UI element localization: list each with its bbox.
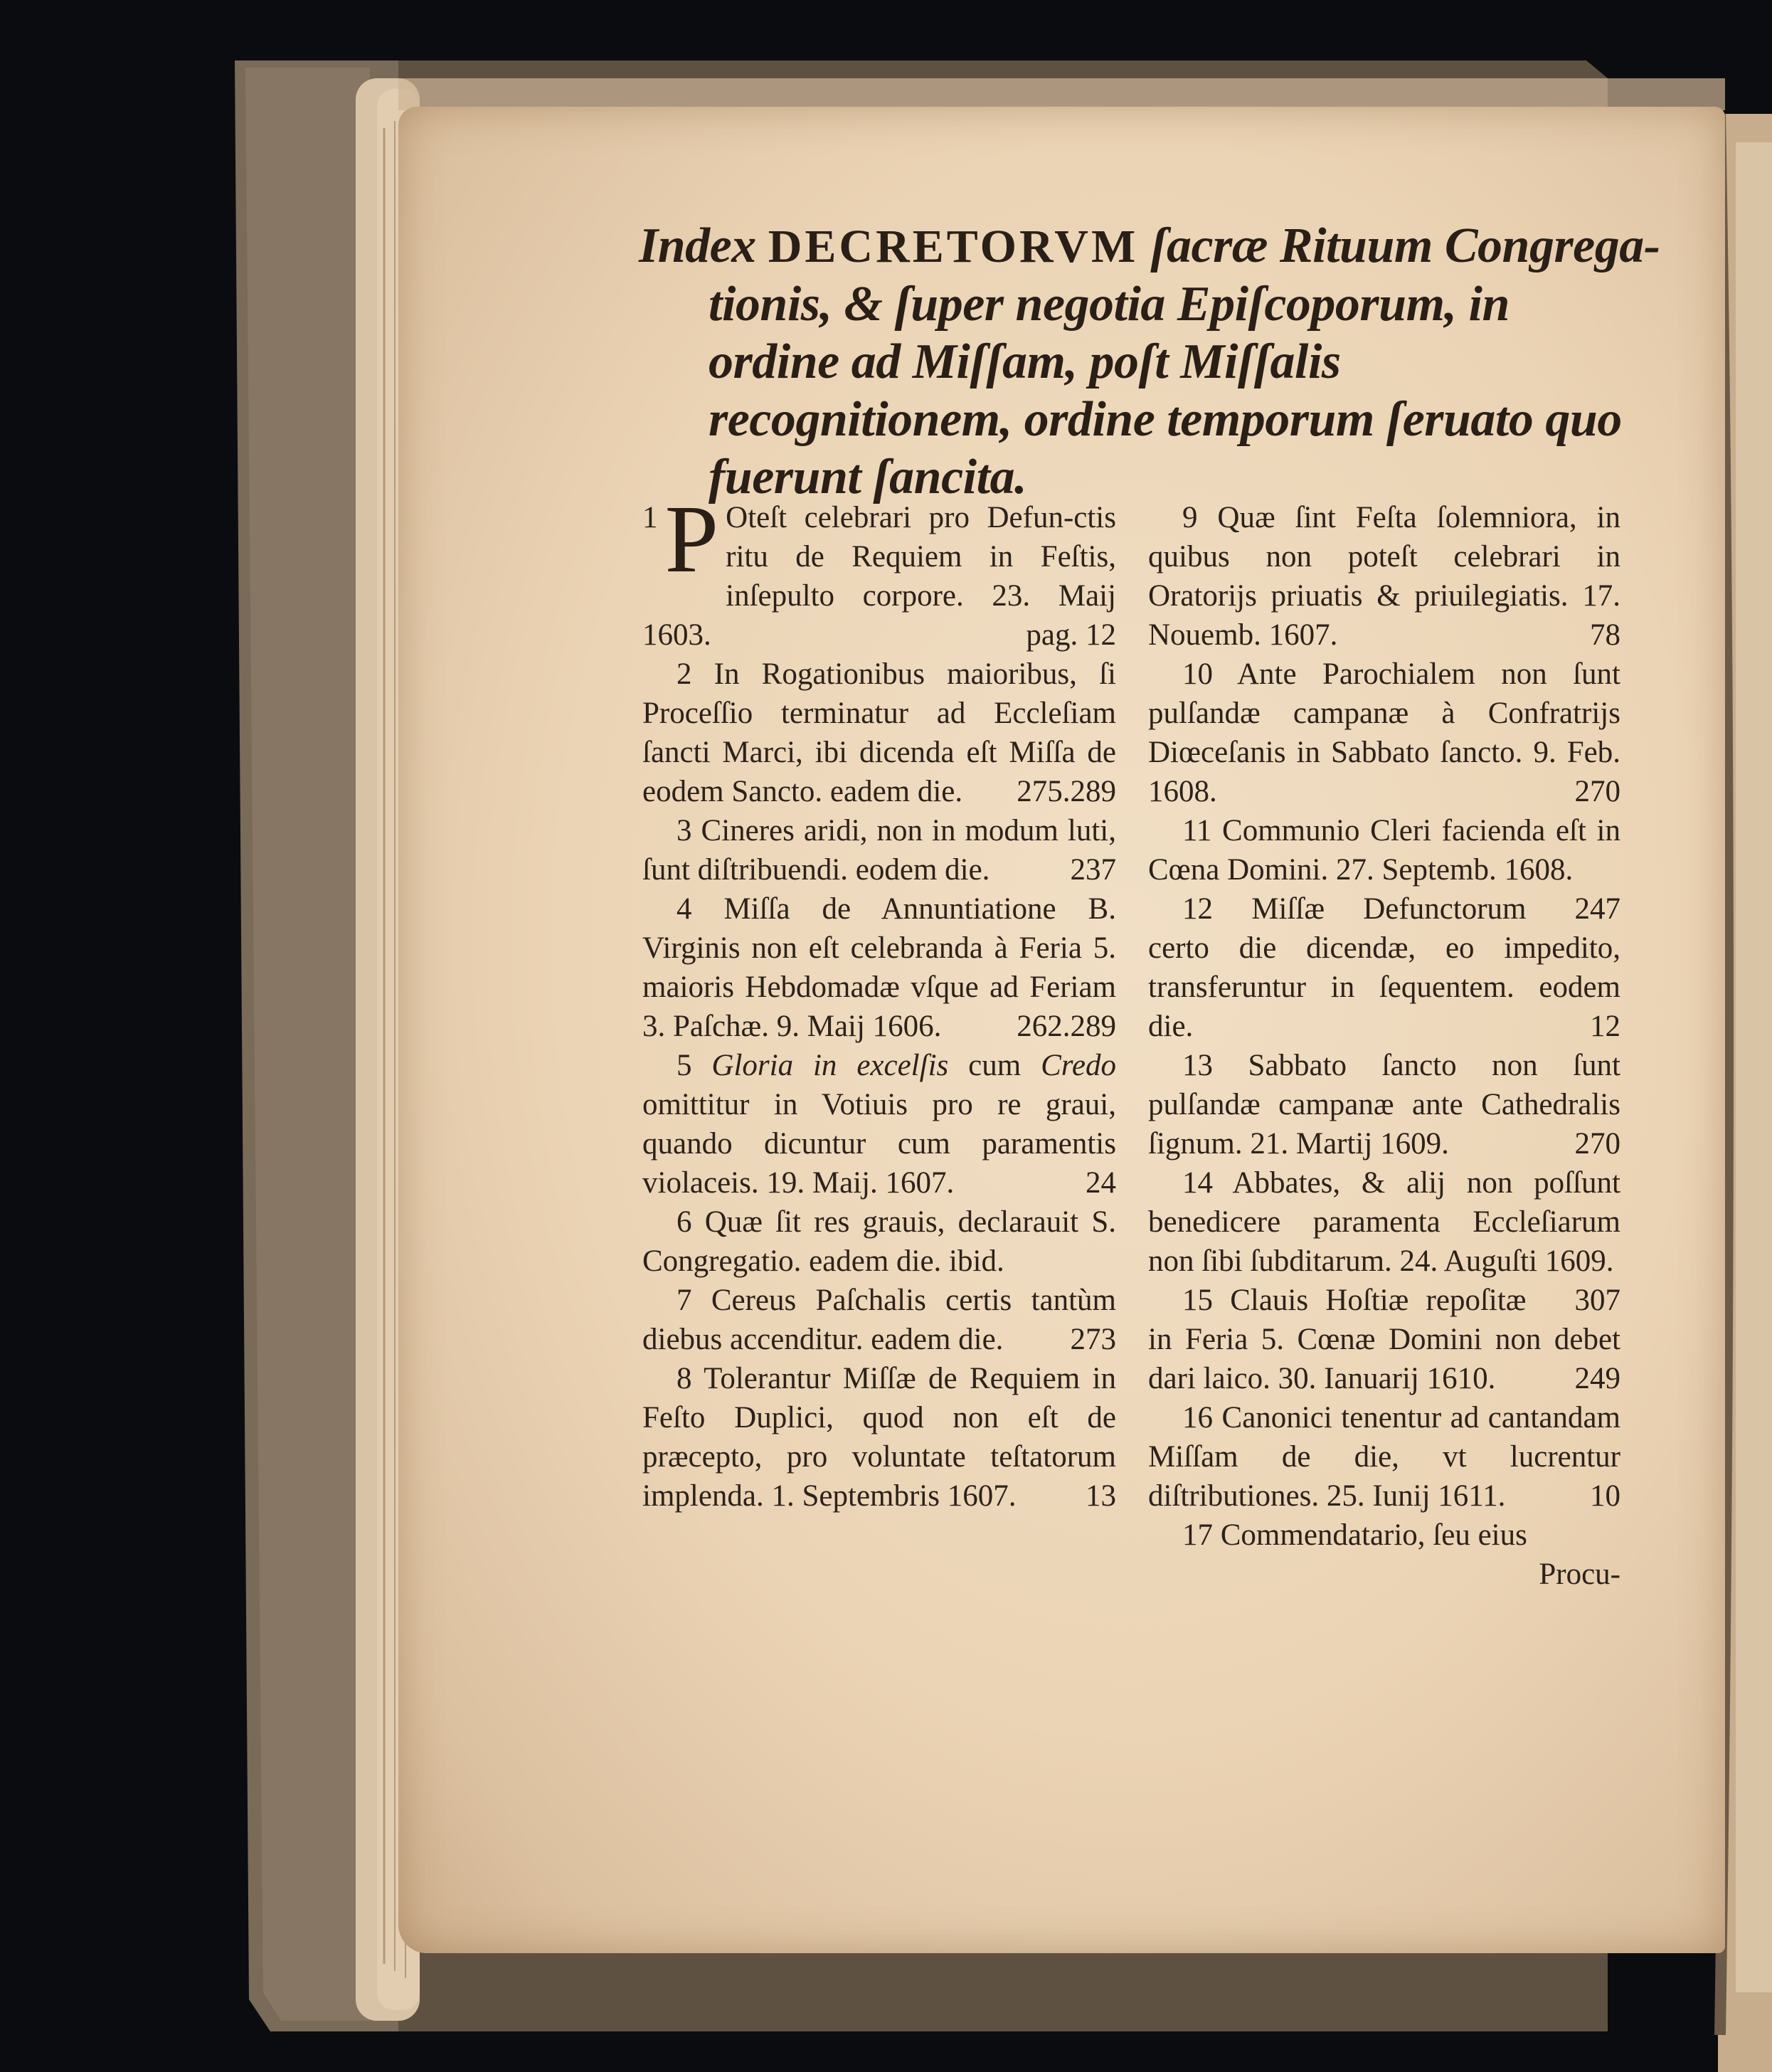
entry-page-ref: 262.289 <box>1017 1010 1116 1043</box>
decree-entry <box>642 1046 1116 1202</box>
entry-text: 15 Clauis Hoſtiæ repoſitæ in Feria 5. Cœnæ Domini non debet dari laico. 30. Ianuarij 1610. <box>1148 1284 1620 1395</box>
entry-text: 10 Ante Parochialem non ſunt pulſandæ campanæ à Confratrijs Diœceſanis in Sabbato ſancto. 9. Feb. 1608. <box>1148 657 1620 808</box>
entry-text: Oteſt celebrari pro Defun-ctis ritu de Requiem in Feſtis, inſepulto corpore. 23. Maij 1603. <box>642 501 1116 652</box>
decree-entry <box>642 811 1116 889</box>
entry-italic-gloria: Gloria in excelſis <box>711 1049 949 1082</box>
entry-text: 16 Canonici tenentur ad cantandam Miſſam de die, vt lucrentur diſtributiones. 25. Iunij 1611. <box>1148 1401 1620 1513</box>
heading-continuation: tionis, & ſuper negotia Epiſcoporum, in ordine ad Miſſam, poſt Miſſalis recognitionem, ordine temporum ſeruato quo fuerunt ſancita. <box>709 277 1622 504</box>
decree-entry <box>642 889 1116 1046</box>
entry-text: 3 Cineres aridi, non in modum luti, ſunt diſtribuendi. eodem die. <box>642 814 1116 887</box>
heading-caps: DECRETORVM <box>768 221 1139 273</box>
decree-entry <box>642 1202 1116 1281</box>
entry-text: 2 In Rogationibus maioribus, ſi Proceſſio terminatur ad Eccleſiam ſancti Marci, ibi dicenda eſt Miſſa de eodem Sancto. eadem die. <box>642 657 1116 808</box>
entry-italic-credo: Credo <box>1041 1049 1116 1082</box>
entry-page-ref: 270 <box>1574 1127 1620 1161</box>
drop-cap: P <box>664 486 719 593</box>
entry-page-ref: 270 <box>1574 775 1620 808</box>
entry-text: 7 Cereus Paſchalis certis tantùm diebus accenditur. eadem die. <box>642 1284 1116 1356</box>
decree-entry <box>1148 498 1620 655</box>
entry-page-ref: 247 <box>1574 892 1620 926</box>
entry-page-ref: 12 <box>1590 1010 1620 1043</box>
entry-text: 13 Sabbato ſancto non ſunt pulſandæ campanæ ante Cathedralis ſignum. 21. Martij 1609. <box>1148 1049 1620 1161</box>
entry-text: 4 Miſſa de Annuntiatione B. Virginis non eſt celebranda à Feria 5. maioris Hebdomadæ vſque ad Feriam 3. Paſchæ. 9. Maij 1606. <box>642 892 1116 1043</box>
decree-entry <box>1148 1398 1620 1516</box>
decree-entry <box>642 1359 1116 1516</box>
decree-entry <box>642 1281 1116 1359</box>
decree-entry <box>1148 655 1620 811</box>
entry-text: 17 Commendatario, ſeu eius <box>1182 1518 1527 1552</box>
decree-entry <box>1148 811 1620 926</box>
page-heading <box>639 217 1660 506</box>
entry-page-ref: 13 <box>1086 1479 1116 1513</box>
entry-number: 1 <box>642 501 658 534</box>
entry-page-ref: 273 <box>1070 1323 1116 1356</box>
left-column <box>642 486 1116 1516</box>
entry-text: 6 Quæ ſit res grauis, declarauit S. Congregatio. eadem die. ibid. <box>642 1205 1116 1278</box>
entry-text: 14 Abbates, & alij non poſſunt benedicere paramenta Eccleſiarum non ſibi ſubditarum. 24. Auguſti 1609. <box>1148 1166 1620 1278</box>
entry-page-ref: 249 <box>1574 1362 1620 1395</box>
entry-page-ref: pag. 12 <box>1026 618 1116 652</box>
decree-entry <box>1148 1516 1620 1555</box>
entry-page-ref: 24 <box>1086 1166 1116 1200</box>
decree-entry <box>642 655 1116 811</box>
entry-number-prefix: 5 <box>677 1049 712 1082</box>
entry-text: 11 Communio Cleri facienda eſt in Cœna Domini. 27. Septemb. 1608. <box>1148 814 1620 887</box>
entry-page-ref: 78 <box>1590 618 1620 652</box>
entry-text: omittitur in Votiuis pro re graui, quando dicuntur cum paramentis violaceis. 19. Maij. 1607. <box>642 1088 1116 1200</box>
entry-page-ref: 237 <box>1070 853 1116 887</box>
entry-page-ref: 275.289 <box>1017 775 1116 808</box>
catchword-text: Procu- <box>1539 1558 1620 1591</box>
entry-page-ref: 10 <box>1590 1479 1620 1513</box>
catchword <box>1148 1555 1620 1594</box>
entry-text-mid: cum <box>948 1049 1041 1082</box>
entry-text: 9 Quæ ſint Feſta ſolemniora, in quibus non poteſt celebrari in Oratorijs priuatis & priuilegiatis. 17. Nouemb. 1607. <box>1148 501 1620 652</box>
right-column <box>1148 498 1620 1594</box>
entry-text: 8 Tolerantur Miſſæ de Requiem in Feſto Duplici, quod non eſt de præcepto, pro voluntate teſtatorum implenda. 1. Septembris 1607. <box>642 1362 1116 1513</box>
decree-entry <box>1148 1163 1620 1317</box>
heading-line-1: Index DECRETORVM ſacræ Rituum Congrega- <box>639 218 1660 273</box>
entry-text: 12 Miſſæ Defunctorum certo die dicendæ, eo impedito, transferuntur in ſequentem. eodem die. <box>1148 892 1620 1043</box>
decree-entry <box>642 486 1116 655</box>
decree-entry <box>1148 1046 1620 1163</box>
entry-page-ref: 307 <box>1574 1284 1620 1317</box>
